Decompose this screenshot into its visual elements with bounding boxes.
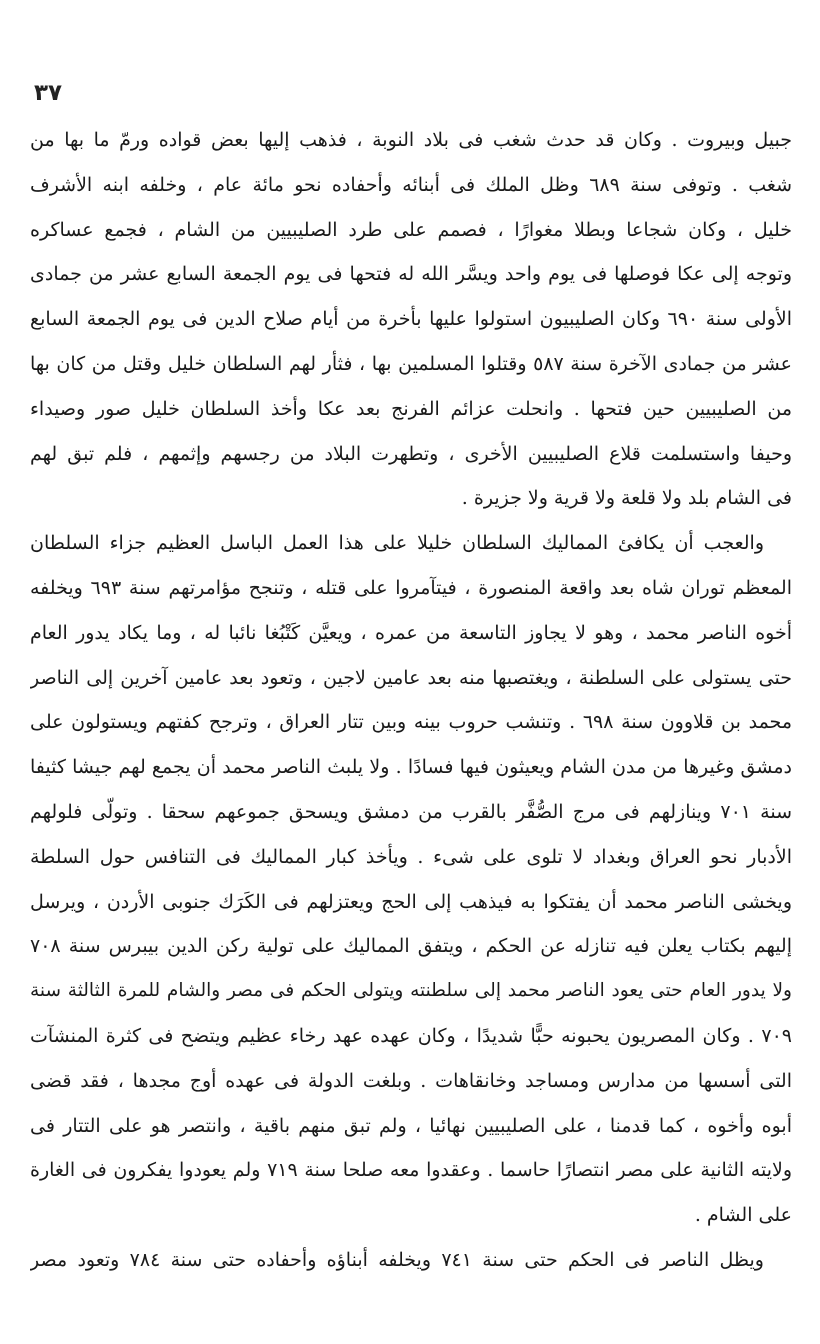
text-line: ويظل الناصر فى الحكم حتى سنة ٧٤١ ويخلفه أبناؤه وأحفاده حتى سنة ٧٨٤ وتعود مصر — [30, 1248, 764, 1271]
text-line: فى الشام بلد ولا قلعة ولا قرية ولا جزيرة . — [461, 487, 792, 510]
text-line: دمشق وغيرها من مدن الشام ويعيثون فيها فسادًا . ولا يلبث الناصر محمد أن يجمع لهم جيشا كثيفا — [30, 756, 792, 779]
text-line: أخوه الناصر محمد ، وهو لا يجاوز التاسعة من عمره ، ويعيَّن كَتْبُغا نائبا له ، وما يكاد يدور العام — [30, 621, 792, 644]
text-line: التى أسسها من مدارس ومساجد وخانقاهات . وبلغت الدولة فى عهده أوج مجدها ، فقد قضى — [30, 1069, 792, 1092]
text-line: خليل ، وكان شجاعا وبطلا مغوارًا ، فصمم على طرد الصليبيين من الشام ، فجمع عساكره — [30, 218, 792, 241]
text-line: الأولى سنة ٦٩٠ وكان الصليبيون استولوا عليها بأخرة من أيام صلاح الدين فى يوم الجمعة السابع — [30, 308, 792, 331]
text-line: ويخشى الناصر محمد أن يفتكوا به فيذهب إلى الحج ويعتزلهم فى الكَرَك جنوبى الأردن ، ويرسل — [30, 890, 792, 913]
text-line: وحيفا واستسلمت قلاع الصليبيين الأخرى ، وتطهرت البلاد من رجسهم وإثمهم ، فلم تبق لهم — [30, 442, 792, 465]
text-line: جبيل وبيروت . وكان قد حدث شغب فى بلاد النوبة ، فذهب إليها بعض قواده ورمّ ما بها من — [30, 129, 792, 151]
text-line: ولايته الثانية على مصر انتصارًا حاسما . وعقدوا معه صلحا سنة ٧١٩ ولم يعودوا يفكرون فى الغارة — [30, 1159, 792, 1182]
text-line: من الصليبيين حين فتحها . وانحلت عزائم الفرنج بعد عكا وأخذ السلطان خليل صور وصيداء — [30, 397, 792, 420]
text-line: ولا يدور العام حتى يعود الناصر محمد إلى سلطنته ويتولى الحكم فى مصر والشام للمرة الثالثة سنة — [30, 980, 792, 1002]
text-line: أبوه وأخوه ، كما قدمنا ، على الصليبيين نهائيا ، ولم تبق منهم باقية ، وانتصر هو على التتار فى — [30, 1114, 792, 1137]
text-line: الأدبار نحو العراق وبغداد لا تلوى على شىء . ويأخذ كبار المماليك فى التنافس حول السلطة — [30, 845, 792, 868]
body-text — [30, 118, 792, 1283]
text-line: شغب . وتوفى سنة ٦٨٩ وظل الملك فى أبنائه وأحفاده نحو مائة عام ، وخلفه ابنه الأشرف — [30, 173, 792, 196]
text-line: على الشام . — [694, 1204, 792, 1227]
text-line: ٧٠٩ . وكان المصريون يحبونه حبًّا شديدًا ، وكان عهده عهد رخاء عظيم ويتضح فى كثرة المنشآت — [30, 1024, 792, 1047]
text-line: وتوجه إلى عكا فوصلها فى يوم واحد ويسَّر الله له فتحها فى يوم الجمعة السابع عشر من جمادى — [30, 263, 792, 286]
text-line: والعجب أن يكافئ المماليك السلطان خليلا على هذا العمل الباسل العظيم جزاء السلطان — [30, 532, 764, 555]
text-line: محمد بن قلاوون سنة ٦٩٨ . وتنشب حروب بينه وبين تتار العراق ، وترجح كفتهم ويستولون على — [30, 711, 792, 734]
text-line: المعظم توران شاه بعد واقعة المنصورة ، فيتآمروا على قتله ، وتنجح مؤامرتهم سنة ٦٩٣ ويخلفه — [30, 576, 792, 599]
text-line: عشر من جمادى الآخرة سنة ٥٨٧ وقتلوا المسلمين بها ، فثأر لهم السلطان خليل وقتل من كان بها — [30, 352, 792, 375]
text-line: سنة ٧٠١ وينازلهم فى مرج الصُّفَّر بالقرب من دمشق ويسحق جموعهم سحقا . وتولّى فلولهم — [30, 800, 792, 823]
text-line: إليهم بكتاب يعلن فيه تنازله عن الحكم ، ويتفق المماليك على تولية ركن الدين بيبرس سنة ٧٠٨ — [30, 935, 792, 958]
page-number: ٣٧ — [34, 80, 63, 106]
text-line: حتى يستولى على السلطنة ، ويغتصبها منه بعد عامين لاجين ، وتعود بعد عامين آخرين إلى الناصر — [30, 666, 792, 689]
